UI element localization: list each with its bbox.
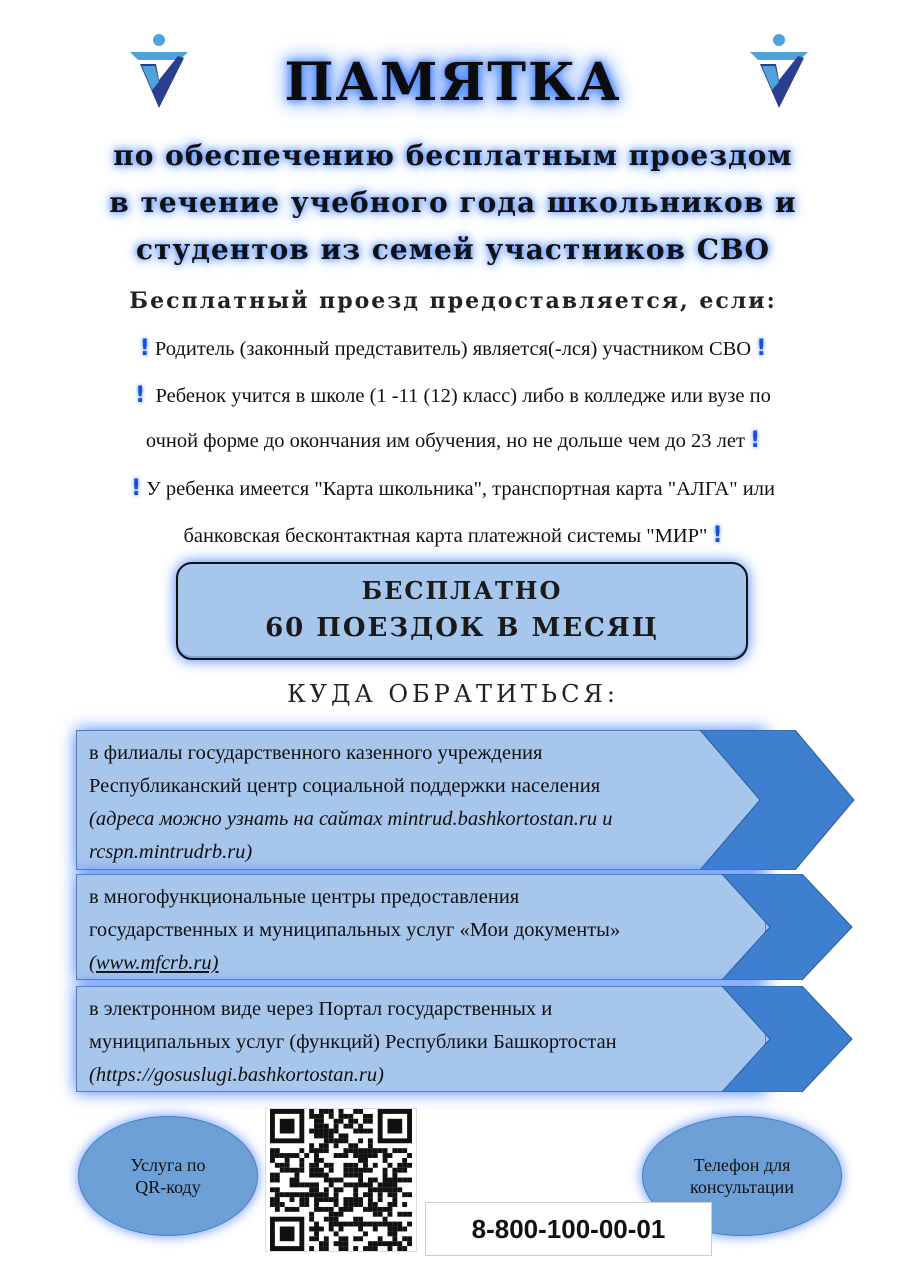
- condition-text: банковская бесконтактная карта платежной системы "МИР": [183, 525, 708, 547]
- subtitle-line: в течение учебного года школьников и: [109, 186, 797, 219]
- free-rides-label: БЕСПЛАТНО: [361, 576, 563, 605]
- exclamation-icon: !: [135, 383, 146, 408]
- chevron-right-icon: [700, 730, 856, 870]
- option-text: Республиканский центр социальной поддержки населения: [89, 775, 601, 797]
- chevron-right-icon: [722, 986, 854, 1092]
- option-card-social-center: [76, 730, 766, 870]
- qr-service-text: QR-коду: [135, 1177, 201, 1197]
- free-rides-count: 60 ПОЕЗДОК В МЕСЯЦ: [265, 613, 659, 643]
- subtitle: [0, 132, 906, 273]
- page-title: ПАМЯТКА: [284, 52, 622, 113]
- option-link[interactable]: (https://gosuslugi.bashkortostan.ru): [89, 1064, 384, 1086]
- condition-item: [60, 466, 846, 512]
- exclamation-icon: !: [750, 428, 761, 453]
- option-text: в филиалы государственного казенного учреждения: [89, 742, 543, 764]
- exclamation-icon: !: [139, 336, 150, 361]
- subtitle-line: студентов из семей участников СВО: [135, 233, 771, 266]
- subtitle-line: по обеспечению бесплатным проездом: [113, 139, 793, 172]
- where-heading: КУДА ОБРАТИТЬСЯ:: [287, 680, 619, 708]
- consult-text: консультации: [690, 1177, 794, 1197]
- condition-item: [60, 326, 846, 372]
- option-text: в многофункциональные центры предоставления: [89, 886, 520, 908]
- qr-service-badge: [78, 1116, 258, 1236]
- condition-item-continuation: [60, 418, 846, 464]
- option-text: муниципальных услуг (функций) Республики Башкортостан: [89, 1031, 617, 1053]
- option-text: в электронном виде через Портал государственных и: [89, 998, 553, 1020]
- condition-text: Ребенок учится в школе (1 -11 (12) класс) либо в колледже или вузе по: [155, 385, 771, 407]
- chevron-right-icon: [722, 874, 854, 980]
- qr-code-icon[interactable]: [265, 1108, 417, 1252]
- phone-number[interactable]: 8-800-100-00-01: [425, 1202, 712, 1256]
- option-link[interactable]: (адреса можно узнать на сайтах mintrud.bashkortostan.ru и: [89, 808, 613, 830]
- exclamation-icon: !: [131, 476, 142, 501]
- exclamation-icon: !: [756, 336, 767, 361]
- condition-item-continuation: [60, 513, 846, 559]
- option-link[interactable]: (www.mfcrb.ru): [89, 952, 219, 974]
- option-card-mfc: [76, 874, 766, 980]
- conditions-heading: Бесплатный проезд предоставляется, если:: [129, 288, 777, 314]
- option-text: государственных и муниципальных услуг «Мои документы»: [89, 919, 621, 941]
- condition-item: [60, 373, 846, 419]
- exclamation-icon: !: [712, 523, 723, 548]
- condition-text: Родитель (законный представитель) является(-лся) участником СВО: [154, 338, 752, 360]
- qr-service-text: Услуга по: [130, 1155, 206, 1175]
- consult-text: Телефон для: [693, 1155, 791, 1175]
- free-rides-box: [176, 562, 748, 660]
- option-card-gosuslugi: [76, 986, 766, 1092]
- condition-text: очной форме до окончания им обучения, но не дольше чем до 23 лет: [145, 430, 745, 452]
- option-link[interactable]: rcspn.mintrudrb.ru): [89, 841, 253, 863]
- condition-text: У ребенка имеется "Карта школьника", транспортная карта "АЛГА" или: [146, 478, 775, 500]
